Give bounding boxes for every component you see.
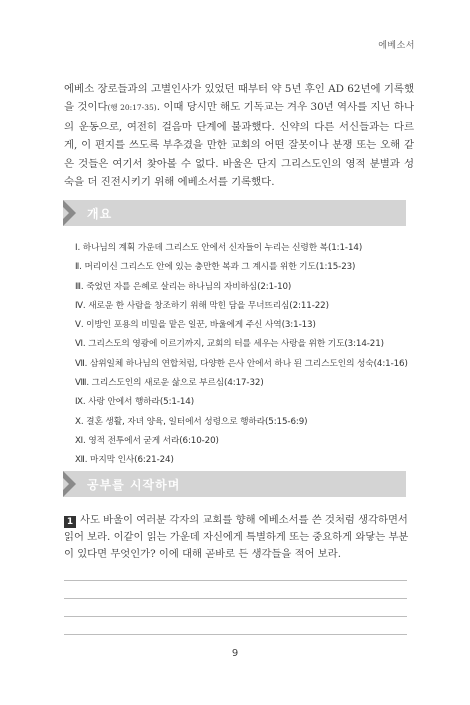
question-text: 사도 바울이 여러분 각자의 교회를 향해 에베소서를 쓴 것처럼 생각하면서 읽어 보라. 이같이 읽는 가운데 자신에게 특별하게 또는 중요하게 와닿는 부분이 있다면 무엇인가? 이에 대해 곧바로 든 생각들을 적어 보라.: [64, 514, 409, 560]
intro-paragraph: [64, 80, 414, 191]
outline-item: Ⅺ. 영적 전투에서 굳게 서라(6:10-20): [75, 435, 219, 446]
outline-item: Ⅹ. 결혼 생활, 자녀 양육, 일터에서 성령으로 행하라(5:15-6:9): [75, 416, 308, 427]
question-number-badge: 1: [64, 516, 76, 528]
outline-item: Ⅵ. 그리스도의 영광에 이르기까지, 교회의 터를 세우는 사랑을 위한 기도(3:14-21): [75, 339, 384, 350]
outline-title: 개요: [87, 207, 113, 221]
outline-item: Ⅴ. 이방인 포용의 비밀을 맡은 일꾼, 바울에게 주신 사역(3:1-13): [75, 320, 316, 331]
intro-text-2: . 이때 당시만 해도 기독교는 겨우 30년 역사를 지닌 하나의 운동으로, 여전히 걸음마 단계에 불과했다. 신약의 다른 서신들과는 다르게, 이 편지를 쓰도록 부추겼을 만한 교회의 어떤 잘못이나 분쟁 또는 오해 같은 것들은 여기서 찾아볼 수 없다. 바울은 단지 그리스도인의 영적 분별과 성숙을 더 진전시키기 위해 에베소서를 기록했다.: [64, 101, 414, 189]
study-title: 공부를 시작하며: [87, 478, 181, 492]
outline-item: Ⅲ. 죽었던 자를 은혜로 살리는 하나님의 자비하심(2:1-10): [75, 281, 292, 292]
outline-item: Ⅰ. 하나님의 계획 가운데 그리스도 안에서 신자들이 누리는 신령한 복(1:1-14): [75, 243, 363, 253]
answer-line[interactable]: [64, 598, 407, 599]
outline-list: [75, 241, 415, 473]
answer-line[interactable]: [64, 634, 407, 635]
outline-item: Ⅶ. 삼위일체 하나님의 연합처럼, 다양한 은사 안에서 하나 된 그리스도인의 성숙(4:1-16): [75, 358, 408, 369]
outline-item: Ⅳ. 새로운 한 사람을 창조하기 위해 막힌 담을 무너뜨리심(2:11-22): [75, 300, 329, 311]
scripture-reference: (행 20:17-35): [107, 103, 157, 113]
page-number: 9: [231, 648, 239, 659]
outline-item: Ⅸ. 사랑 안에서 행하라(5:1-14): [75, 397, 195, 408]
outline-section-header: [63, 200, 406, 226]
outline-item: Ⅷ. 그리스도인의 새로운 삶으로 부르심(4:17-32): [75, 378, 264, 389]
outline-item: Ⅻ. 마지막 인사(6:21-24): [75, 455, 174, 466]
study-section-header: [63, 471, 406, 497]
answer-line[interactable]: [64, 580, 407, 581]
running-head: 에베소서: [378, 41, 415, 51]
answer-line[interactable]: [64, 616, 407, 617]
intro-text-1: 에베소 장로들과의 고별인사가 있었던 때부터 약 5년 후인 AD 62년에 기록했을 것이다: [64, 83, 414, 114]
study-question: [64, 512, 409, 563]
outline-item: Ⅱ. 머리이신 그리스도 안에 있는 충만한 복과 그 계시를 위한 기도(1:15-23): [75, 262, 356, 273]
